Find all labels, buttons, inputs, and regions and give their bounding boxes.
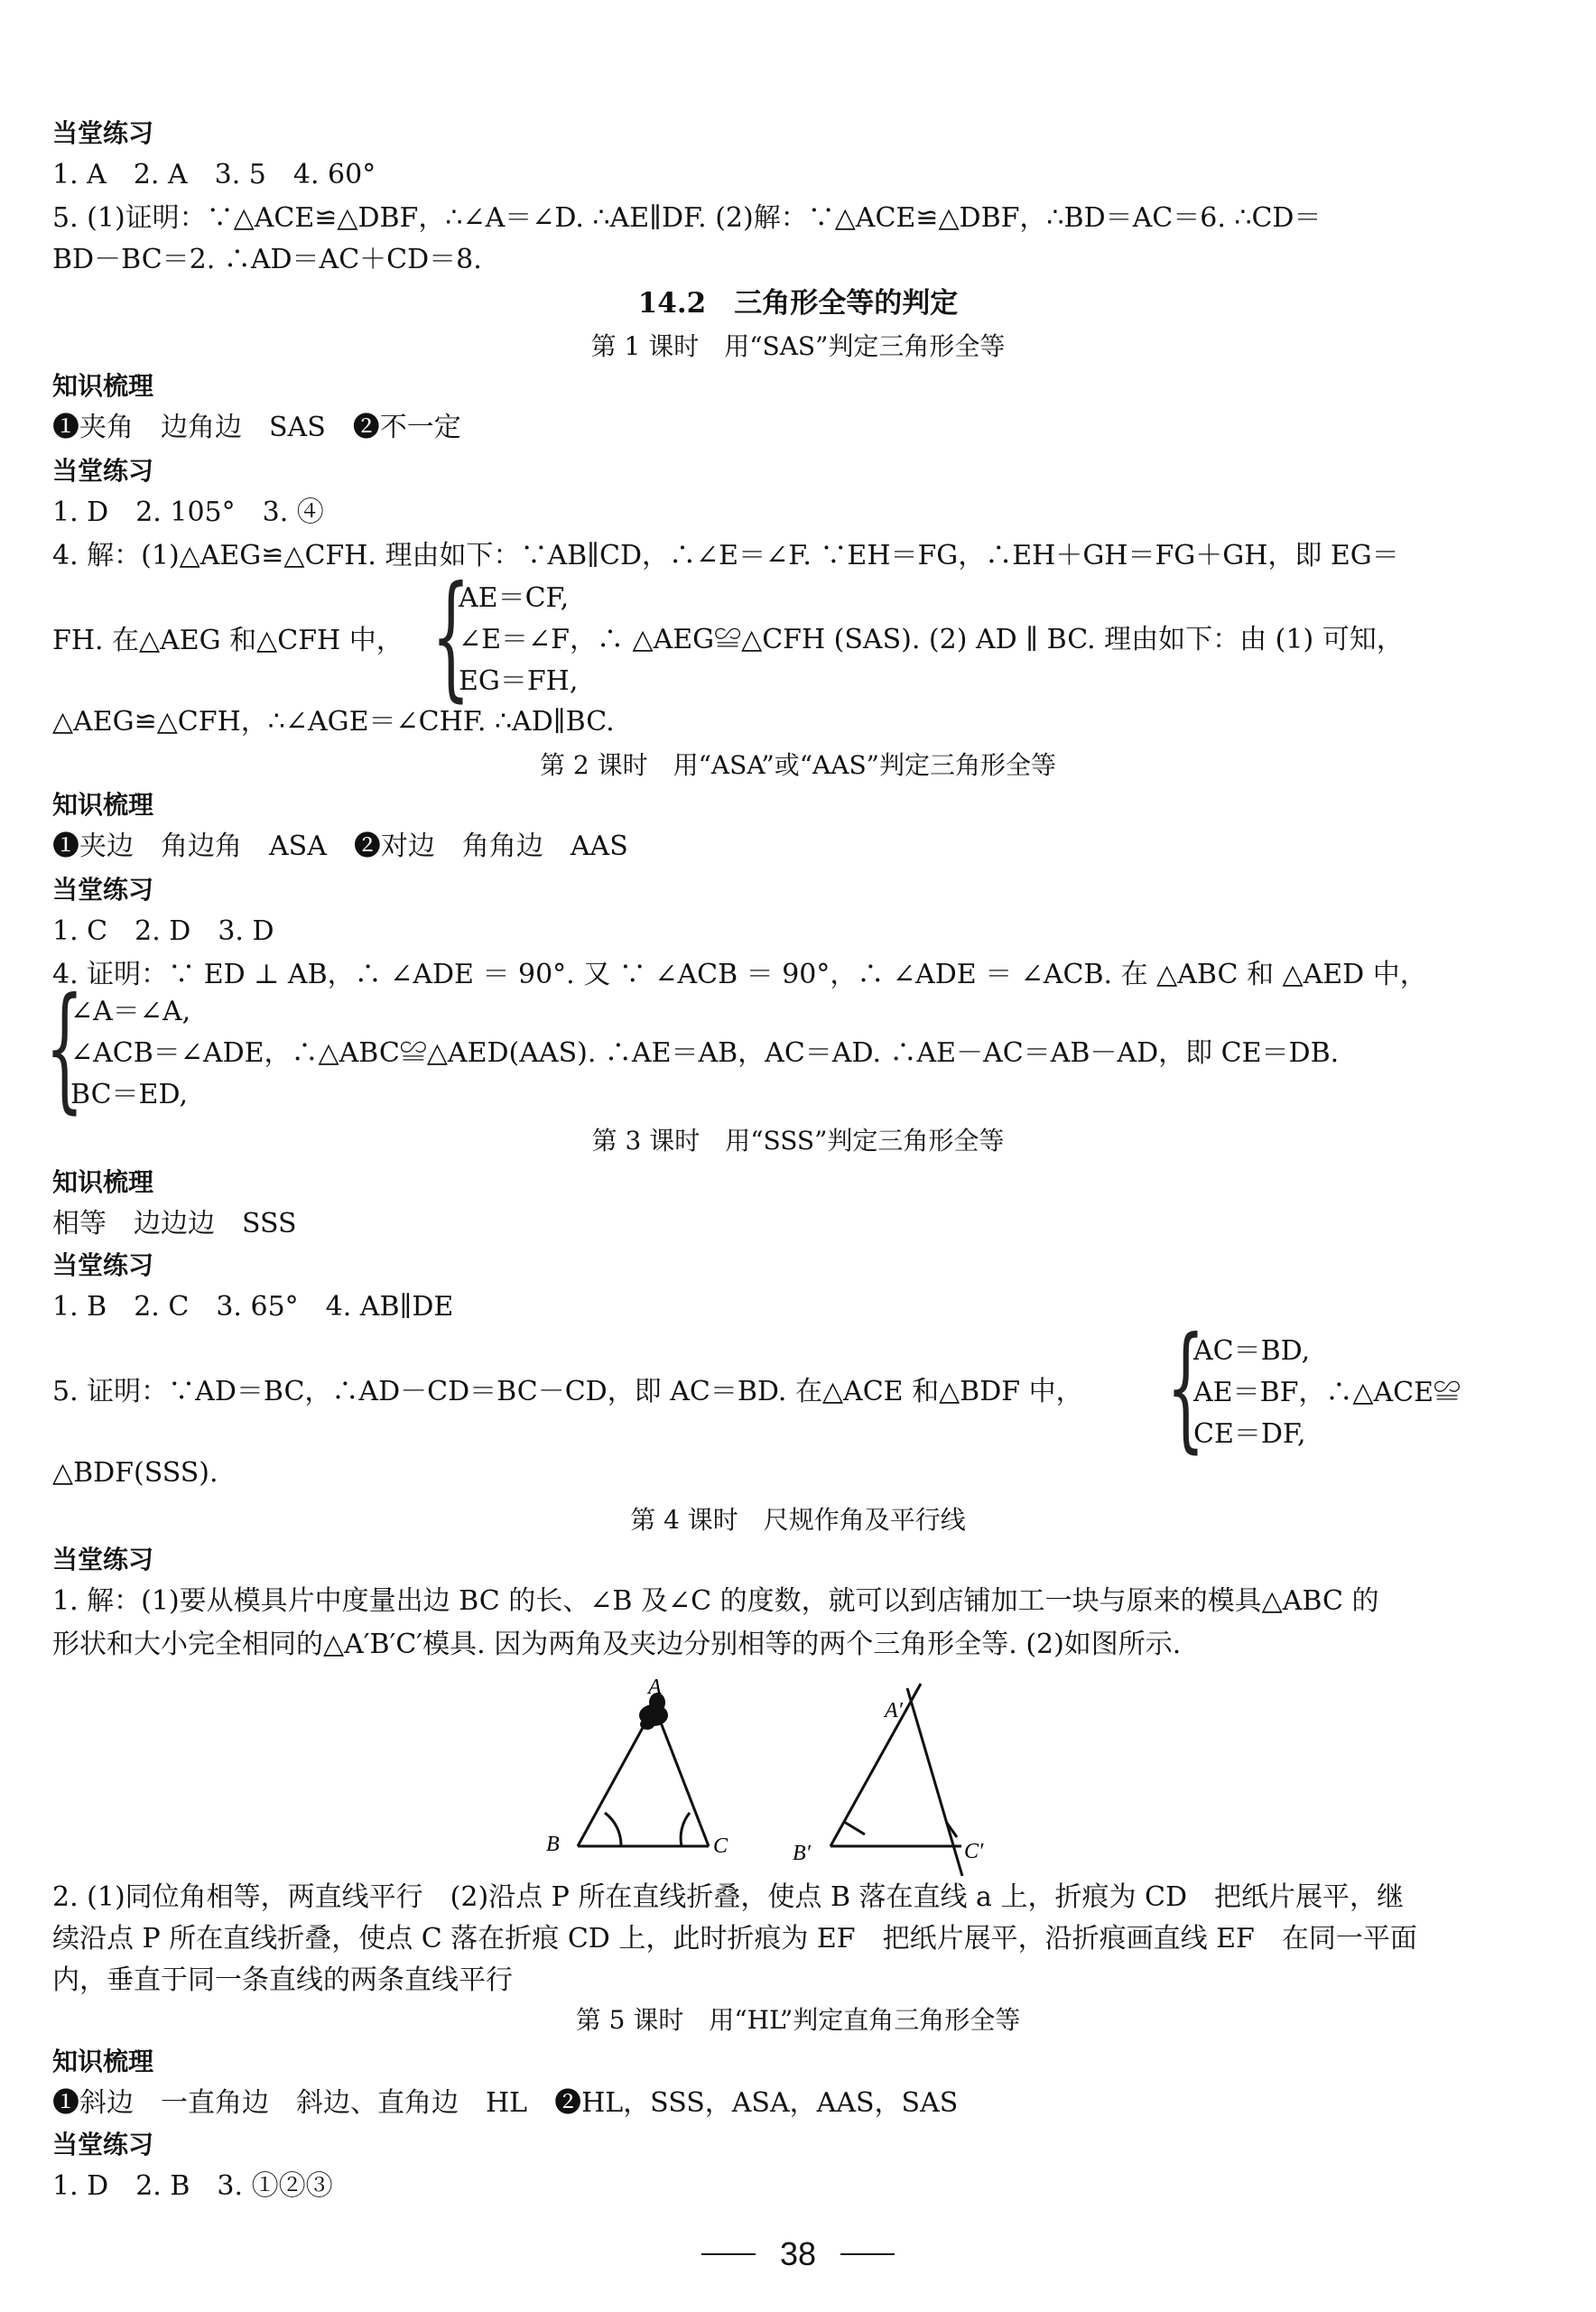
equation-system: AE＝CF, ∠E＝∠F，∴ △AEG≌△CFH (SAS). (2) AD ∥ BC. 理由如下：由 (1) 可知， EG＝FH, <box>459 582 1404 697</box>
answer-line: △BDF(SSS). <box>52 1457 218 1489</box>
answer-line: 内，垂直于同一条直线的两条直线平行 <box>52 1964 513 1996</box>
answer-line: 2. (1)同位角相等，两直线平行 (2)沿点 P 所在直线折叠，使点 B 落在直线 a 上，折痕为 CD 把纸片展平，继 <box>52 1881 1405 1913</box>
footer-rule <box>840 2253 895 2255</box>
lesson-title: 第 4 课时 尺规作角及平行线 <box>630 1505 966 1535</box>
answer-line: ❶夹边 角边角 ASA ❷对边 角角边 AAS <box>52 831 628 862</box>
section-heading: 知识梳理 <box>52 1167 154 1197</box>
section-heading: 当堂练习 <box>52 1250 154 1280</box>
page-footer <box>0 2235 1596 2273</box>
answer-line: 形状和大小完全相同的△A′B′C′模具. 因为两角及夹边分别相等的两个三角形全等. (2)如图所示. <box>52 1629 1182 1660</box>
brace: { <box>45 970 84 1127</box>
answer-line: FH. 在△AEG 和△CFH 中， <box>52 625 404 656</box>
answer-line: 1. D 2. 105° 3. ④ <box>52 497 324 528</box>
footer-rule <box>701 2253 756 2255</box>
answer-line: 5. (1)证明：∵△ACE≌△DBF，∴∠A＝∠D. ∴AE∥DF. (2)解：∵△ACE≌△DBF，∴BD＝AC＝6. ∴CD＝ <box>52 202 1322 234</box>
brace: { <box>1166 1309 1205 1466</box>
answer-line: 1. A 2. A 3. 5 4. 60° <box>52 159 376 190</box>
lesson-title: 第 3 课时 用“SSS”判定三角形全等 <box>591 1126 1005 1156</box>
section-heading: 知识梳理 <box>52 2047 154 2076</box>
section-heading: 当堂练习 <box>52 1545 154 1574</box>
answer-line: BD－BC＝2. ∴AD＝AC＋CD＝8. <box>52 244 482 275</box>
equation-system: ∠A＝∠A, ∠ACB＝∠ADE，∴△ABC≌△AED(AAS). ∴AE＝AB，AC＝AD. ∴AE－AC＝AB－AD，即 CE＝DB. BC＝ED, <box>70 996 1340 1110</box>
answer-line: 1. C 2. D 3. D <box>52 915 274 947</box>
section-heading: 知识梳理 <box>52 371 154 401</box>
section-heading: 当堂练习 <box>52 456 154 486</box>
answer-line: 1. 解：(1)要从模具片中度量出边 BC 的长、∠B 及∠C 的度数，就可以到店铺加工一块与原来的模具△ABC 的 <box>52 1585 1379 1617</box>
answer-line: 1. D 2. B 3. ①②③ <box>52 2170 333 2202</box>
section-heading: 知识梳理 <box>52 790 154 820</box>
answer-line: 4. 证明：∵ ED ⊥ AB，∴ ∠ADE ＝ 90°. 又 ∵ ∠ACB ＝ 90°，∴ ∠ADE ＝ ∠ACB. 在 △ABC 和 △AED 中， <box>52 959 1427 990</box>
lesson-title: 第 1 课时 用“SAS”判定三角形全等 <box>590 331 1006 361</box>
answer-line: ❶斜边 一直角边 斜边、直角边 HL ❷HL，SSS，ASA，AAS，SAS <box>52 2087 959 2119</box>
label-a: A <box>648 1676 662 1699</box>
answer-line: 5. 证明：∵AD＝BC，∴AD－CD＝BC－CD，即 AC＝BD. 在△ACE 和△BDF 中， <box>52 1376 1083 1407</box>
section-heading: 当堂练习 <box>52 875 154 905</box>
section-heading: 当堂练习 <box>52 118 154 148</box>
label-b: B <box>546 1833 560 1856</box>
section-heading: 当堂练习 <box>52 2130 154 2159</box>
equation-system: AC＝BD, AE＝BF，∴△ACE≌ CE＝DF, <box>1193 1335 1461 1450</box>
label-b-prime: B′ <box>793 1842 811 1865</box>
label-c-prime: C′ <box>964 1840 984 1863</box>
section-title: 14.2 三角形全等的判定 <box>637 287 959 320</box>
answer-line: 1. B 2. C 3. 65° 4. AB∥DE <box>52 1291 454 1323</box>
answer-line: 续沿点 P 所在直线折叠，使点 C 落在折痕 CD 上，此时折痕为 EF 把纸片展平，沿折痕画直线 EF 在同一平面 <box>52 1923 1417 1955</box>
label-c: C <box>713 1834 728 1858</box>
answer-line: 4. 解：(1)△AEG≌△CFH. 理由如下：∵AB∥CD，∴∠E＝∠F. ∵EH＝FG，∴EH＋GH＝FG＋GH，即 EG＝ <box>52 540 1399 571</box>
answer-line: ❶夹角 边角边 SAS ❷不一定 <box>52 412 461 443</box>
brace: { <box>431 558 470 715</box>
lesson-title: 第 2 课时 用“ASA”或“AAS”判定三角形全等 <box>539 750 1056 780</box>
page-number: 38 <box>779 2235 817 2272</box>
label-a-prime: A′ <box>885 1699 903 1722</box>
lesson-title: 第 5 课时 用“HL”判定直角三角形全等 <box>575 2005 1021 2035</box>
construction-figure <box>533 1670 1020 1876</box>
answer-line: 相等 边边边 SSS <box>52 1208 297 1240</box>
answer-line: △AEG≌△CFH，∴∠AGE＝∠CHF. ∴AD∥BC. <box>52 706 615 738</box>
